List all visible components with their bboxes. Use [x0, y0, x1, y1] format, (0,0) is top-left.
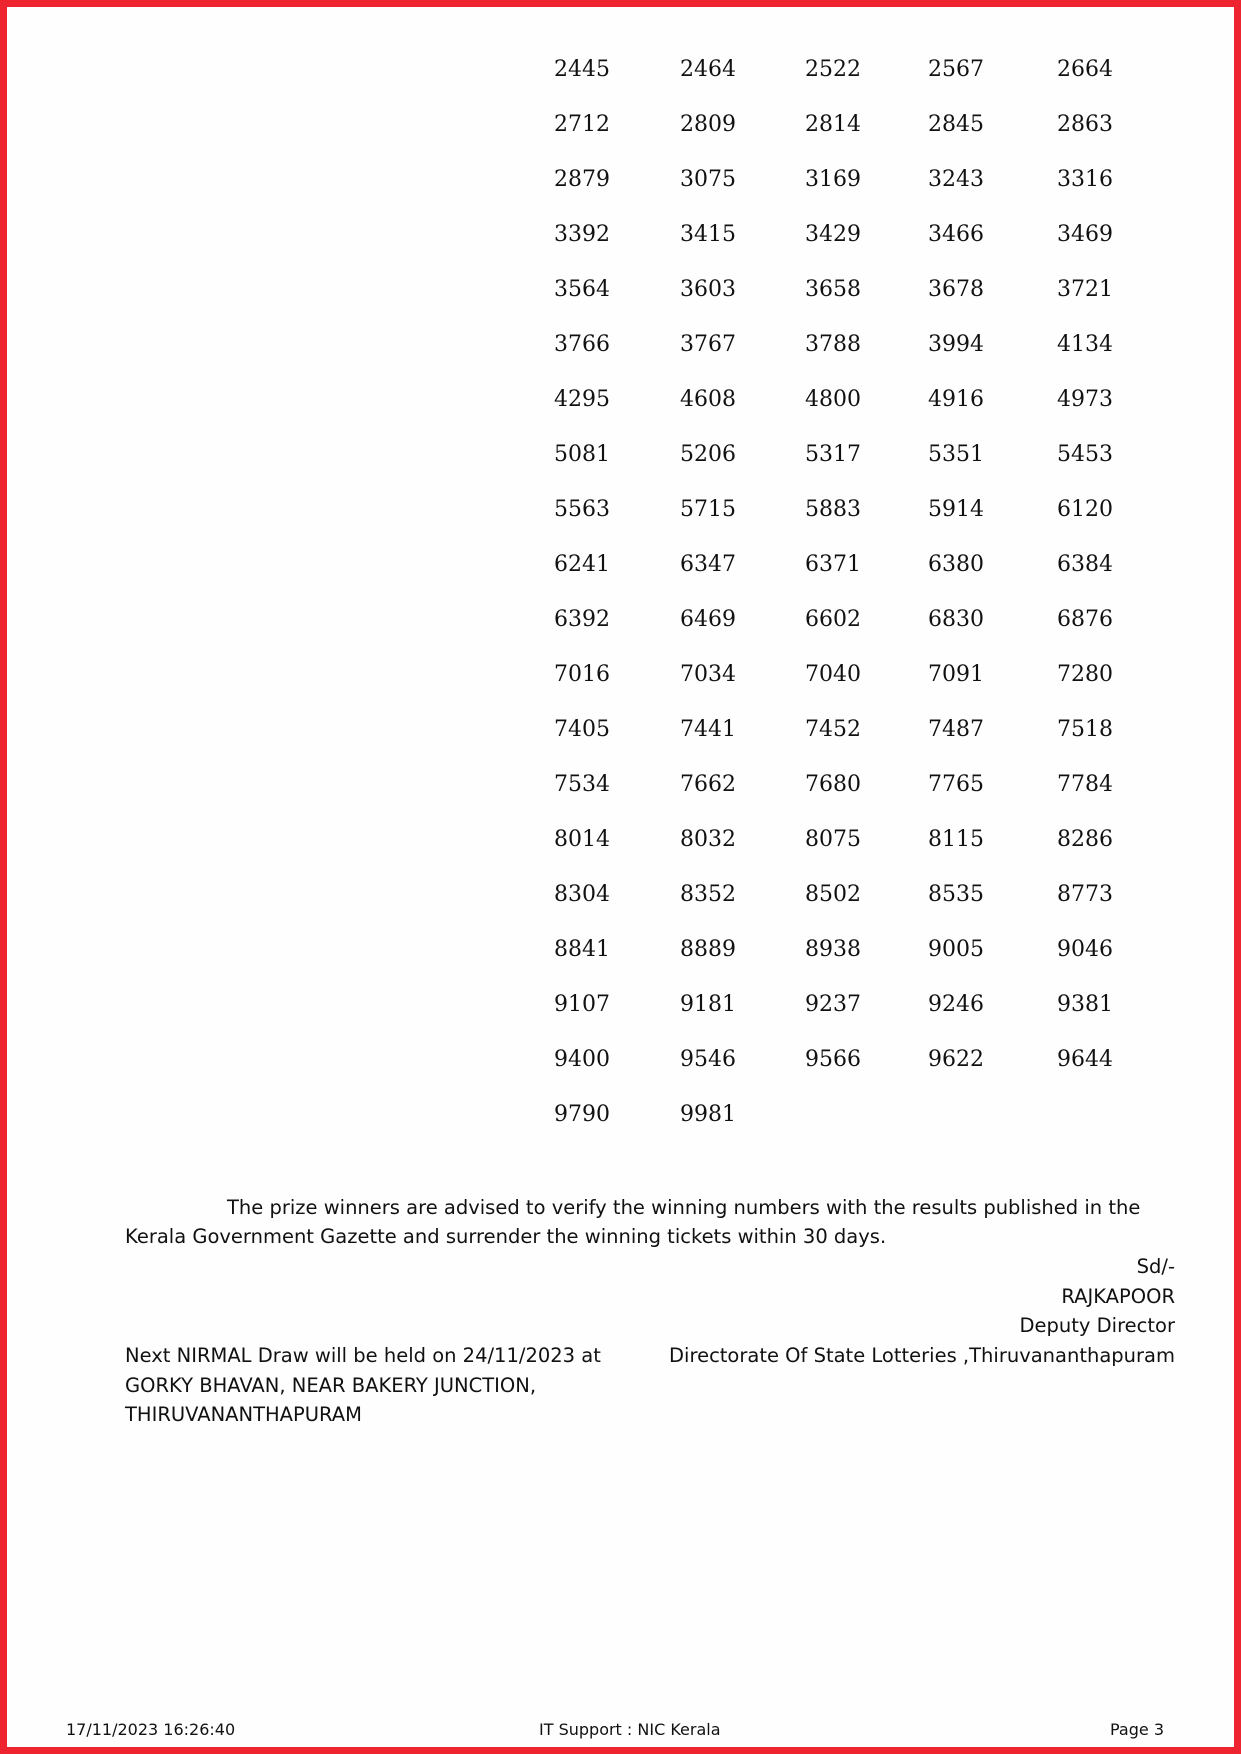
winning-number: 3243	[928, 167, 984, 192]
winning-number: 2712	[554, 112, 610, 137]
winning-number: 2809	[680, 112, 736, 137]
winning-number: 7680	[805, 772, 861, 797]
winning-number: 2522	[805, 57, 861, 82]
winning-number: 3603	[680, 277, 736, 302]
winning-number: 4295	[554, 387, 610, 412]
winning-number: 5081	[554, 442, 610, 467]
footer-page-number: Page 3	[1110, 1720, 1164, 1739]
winning-number: 8535	[928, 882, 984, 907]
signatory-name: RAJKAPOOR	[1061, 1284, 1175, 1308]
winning-number: 6380	[928, 552, 984, 577]
winning-number: 2567	[928, 57, 984, 82]
winning-number: 8352	[680, 882, 736, 907]
winning-number: 7452	[805, 717, 861, 742]
winning-number: 8889	[680, 937, 736, 962]
winning-number: 7405	[554, 717, 610, 742]
winning-number: 9381	[1057, 992, 1113, 1017]
winning-number: 3429	[805, 222, 861, 247]
winning-number: 6371	[805, 552, 861, 577]
winning-number: 2445	[554, 57, 610, 82]
winning-number: 6384	[1057, 552, 1113, 577]
winning-number: 3564	[554, 277, 610, 302]
winning-number: 5317	[805, 442, 861, 467]
winning-number: 6830	[928, 607, 984, 632]
winning-number: 9622	[928, 1047, 984, 1072]
winning-number: 8032	[680, 827, 736, 852]
winning-number: 6392	[554, 607, 610, 632]
winning-number: 3466	[928, 222, 984, 247]
winning-number: 5206	[680, 442, 736, 467]
winning-number: 9790	[554, 1102, 610, 1127]
winning-number: 3658	[805, 277, 861, 302]
winning-number: 3392	[554, 222, 610, 247]
winning-number: 7518	[1057, 717, 1113, 742]
winning-number: 7040	[805, 662, 861, 687]
winning-number: 7441	[680, 717, 736, 742]
winning-number: 3678	[928, 277, 984, 302]
winning-number: 2863	[1057, 112, 1113, 137]
next-draw-notice: Next NIRMAL Draw will be held on 24/11/2023 at GORKY BHAVAN, NEAR BAKERY JUNCTION, THIRUVANANTHAPURAM	[125, 1344, 601, 1426]
winning-number: 8841	[554, 937, 610, 962]
winning-number: 5715	[680, 497, 736, 522]
winning-number: 6876	[1057, 607, 1113, 632]
signatory-office: Directorate Of State Lotteries ,Thiruvananthapuram	[669, 1343, 1175, 1367]
winning-number: 9237	[805, 992, 861, 1017]
winning-number: 9046	[1057, 937, 1113, 962]
winning-number: 9400	[554, 1047, 610, 1072]
winning-number: 9005	[928, 937, 984, 962]
winning-number: 4800	[805, 387, 861, 412]
winning-number: 3766	[554, 332, 610, 357]
winning-number: 9246	[928, 992, 984, 1017]
footer-it-support: IT Support : NIC Kerala	[539, 1720, 721, 1739]
winning-number: 4973	[1057, 387, 1113, 412]
winning-number: 9107	[554, 992, 610, 1017]
winning-number: 3767	[680, 332, 736, 357]
winning-number: 3469	[1057, 222, 1113, 247]
winning-number: 8014	[554, 827, 610, 852]
winning-number: 8502	[805, 882, 861, 907]
winning-number: 7280	[1057, 662, 1113, 687]
winning-number: 6241	[554, 552, 610, 577]
winning-number: 6602	[805, 607, 861, 632]
winning-number: 2464	[680, 57, 736, 82]
winning-number: 6120	[1057, 497, 1113, 522]
winning-number: 9566	[805, 1047, 861, 1072]
winning-number: 5883	[805, 497, 861, 522]
winning-number: 9181	[680, 992, 736, 1017]
winning-number: 3721	[1057, 277, 1113, 302]
winning-number: 3788	[805, 332, 861, 357]
winning-number: 7784	[1057, 772, 1113, 797]
winning-number: 8773	[1057, 882, 1113, 907]
winning-number: 9981	[680, 1102, 736, 1127]
signatory-designation: Deputy Director	[1019, 1314, 1175, 1337]
winning-number: 4134	[1057, 332, 1113, 357]
winning-number: 7487	[928, 717, 984, 742]
winning-number: 5563	[554, 497, 610, 522]
winning-number: 8115	[928, 827, 984, 852]
winning-number: 6469	[680, 607, 736, 632]
signature-sd: Sd/-	[1136, 1255, 1175, 1278]
winning-number: 5914	[928, 497, 984, 522]
winning-number: 3994	[928, 332, 984, 357]
winning-number: 5453	[1057, 442, 1113, 467]
winning-number: 9644	[1057, 1047, 1113, 1072]
notice-paragraph: The prize winners are advised to verify the winning numbers with the results published in the Kerala Government Gazette and surrender the winning tickets within 30 days.	[125, 1196, 1141, 1248]
winning-number: 8286	[1057, 827, 1113, 852]
winning-number: 4916	[928, 387, 984, 412]
winning-number: 8075	[805, 827, 861, 852]
winning-number: 3169	[805, 167, 861, 192]
winning-number: 2845	[928, 112, 984, 137]
winning-number: 3415	[680, 222, 736, 247]
winning-number: 2879	[554, 167, 610, 192]
winning-number: 8304	[554, 882, 610, 907]
signature-block	[669, 1252, 1175, 1370]
winning-number: 2814	[805, 112, 861, 137]
footer-timestamp: 17/11/2023 16:26:40	[66, 1720, 236, 1739]
winning-number: 7534	[554, 772, 610, 797]
winning-number: 7034	[680, 662, 736, 687]
winning-number: 7091	[928, 662, 984, 687]
winning-number: 7016	[554, 662, 610, 687]
winning-numbers-grid	[554, 51, 1117, 1151]
winning-number: 5351	[928, 442, 984, 467]
winning-number: 2664	[1057, 57, 1113, 82]
winning-number: 9546	[680, 1047, 736, 1072]
winning-number: 8938	[805, 937, 861, 962]
winning-number: 6347	[680, 552, 736, 577]
winning-number: 7662	[680, 772, 736, 797]
winning-number: 4608	[680, 387, 736, 412]
winning-number: 3075	[680, 167, 736, 192]
winning-number: 7765	[928, 772, 984, 797]
winning-number: 3316	[1057, 167, 1113, 192]
